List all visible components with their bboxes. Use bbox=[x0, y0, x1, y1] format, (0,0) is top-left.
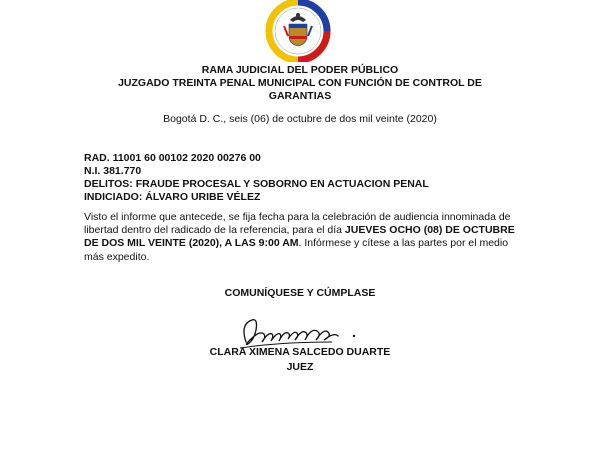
indiciado-line: INDICIADO: ÁLVARO URIBE VÉLEZ bbox=[84, 191, 261, 203]
judge-role: JUEZ bbox=[286, 361, 314, 373]
references-block bbox=[84, 152, 429, 204]
delitos-line: DELITOS: FRAUDE PROCESAL Y SOBORNO EN ACTUACION PENAL bbox=[84, 178, 429, 190]
header-line-2: JUZGADO TREINTA PENAL MUNICIPAL CON FUNCIÓN DE CONTROL DE bbox=[118, 77, 482, 89]
body-text-part-1: Visto el informe que antecede, se fija fecha para la celebración de audiencia innominada de libertad dentro del radicado de la referencia, para el día bbox=[84, 211, 511, 237]
date-line: Bogotá D. C., seis (06) de octubre de dos mil veinte (2020) bbox=[163, 113, 437, 125]
body-paragraph bbox=[84, 211, 524, 264]
ni-number: N.I. 381.770 bbox=[84, 165, 142, 177]
header-line-1: RAMA JUDICIAL DEL PODER PÚBLICO bbox=[201, 64, 399, 76]
judge-name: CLARA XIMENA SALCEDO DUARTE bbox=[209, 346, 391, 358]
rama-judicial-seal-logo bbox=[260, 0, 336, 62]
rad-number: RAD. 11001 60 00102 2020 00276 00 bbox=[84, 152, 261, 164]
header-line-3: GARANTIAS bbox=[268, 90, 332, 102]
body-text-part-2: . Infórmese y cítese a las partes por el medio más expedito. bbox=[84, 237, 509, 263]
body-text-bold-date: JUEVES OCHO (08) DE OCTUBRE DE DOS MIL VEINTE (2020), A LAS 9:00 AM bbox=[84, 224, 515, 250]
closing-phrase: COMUNÍQUESE Y CÚMPLASE bbox=[224, 287, 376, 299]
